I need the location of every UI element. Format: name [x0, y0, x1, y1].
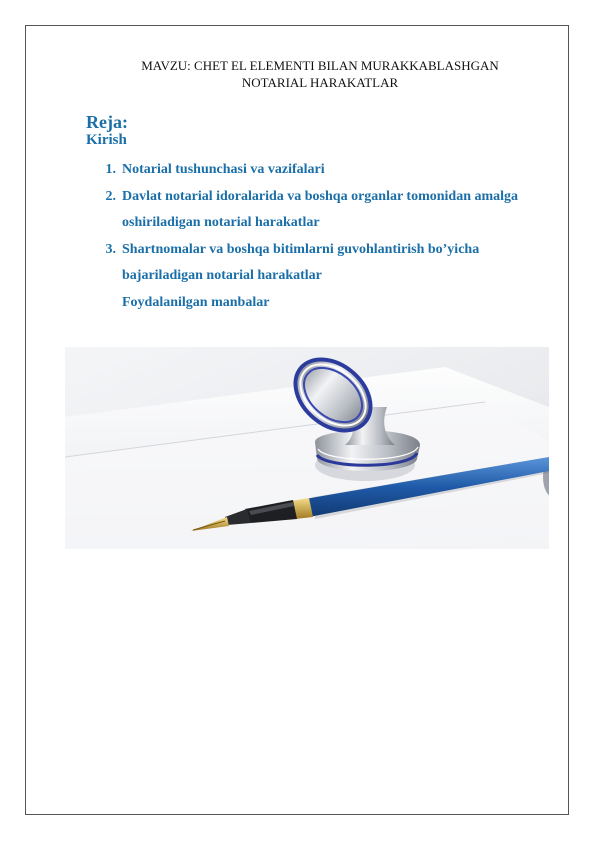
plan-item-number: 3. [105, 241, 116, 257]
stamp-pen-illustration [65, 347, 549, 549]
plan-item-number: 1. [105, 162, 116, 177]
intro-item: Kirish [86, 132, 127, 148]
plan-item-text: Shartnomalar va boshqa bitimlarni guvohlantirish bo’yicha bajariladigan notarial harakatlar [122, 241, 480, 283]
plan-item-3 [86, 237, 556, 290]
plan-item-text: Notarial tushunchasi va vazifalari [122, 162, 325, 177]
stamp-and-pen-photo [65, 347, 549, 549]
plan-item-2 [86, 184, 556, 237]
plan-list [86, 157, 556, 316]
plan-item-number: 2. [105, 188, 116, 204]
plan-item-1 [86, 157, 556, 184]
plan-heading: Reja: [86, 112, 128, 132]
document-title [60, 57, 580, 91]
plan-item-text: Davlat notarial idoralarida va boshqa organlar tomonidan amalga oshiriladigan notarial harakatlar [122, 188, 519, 230]
sources-item: Foydalanilgan manbalar [122, 294, 270, 310]
title-line-1: MAVZU: CHET EL ELEMENTI BILAN MURAKKABLASHGAN [141, 58, 499, 73]
title-line-2: NOTARIAL HARAKATLAR [241, 75, 399, 90]
